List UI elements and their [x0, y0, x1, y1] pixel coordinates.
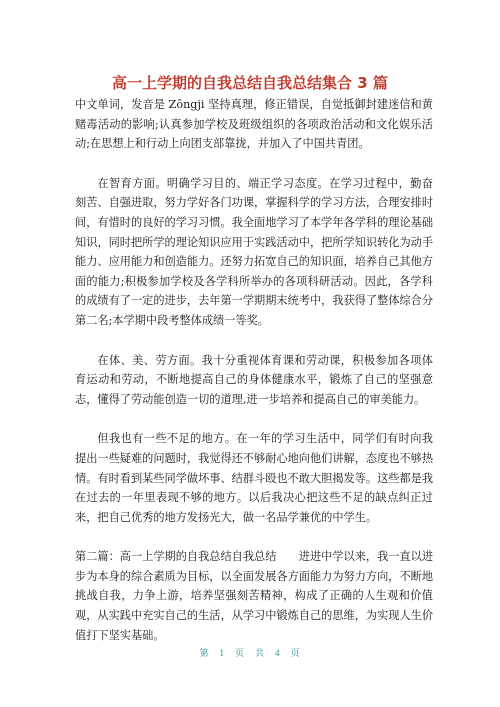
document-title: 高一上学期的自我总结自我总结集合 3 篇: [112, 74, 388, 92]
footer-total-pages: 4: [275, 648, 281, 658]
footer-page-number: 1: [219, 648, 225, 658]
paragraph-2: 在智育方面。明确学习目的、端正学习态度。在学习过程中，勤奋刻苦、自强进取，努力学好各门功课，掌握科学的学习方法，合理安排时间，有惜时的良好的学习习惯。我全面地学习了本学年各学科的理论基础知识，同时把所学的理论知识应用于实践活动中，把所学知识转化为动手能力、应用能力和创造能力。还努力拓宽自己的知识面，培养自己其他方面的能力;积极参加学校及各学科所举办的各项科研活动。因此，各学科的成绩有了一定的进步，去年第一学期期末统考中，我获得了整体综合分第二名;本学期中段考整体成绩一等奖。: [75, 176, 434, 327]
paragraph-3: 在体、美、劳方面。我十分重视体育课和劳动课，积极参加各项体育运动和劳动，不断地提高自己的身体健康水平，锻炼了自己的坚强意志，懂得了劳动能创造一切的道理,进一步培养和提高自己的审美能力。: [75, 353, 433, 406]
paragraph-4: 但我也有一些不足的地方。在一年的学习生活中，同学们有时向我提出一些疑难的问题时，我觉得还不够耐心地向他们讲解，态度也不够热情。有时看到某些同学做坏事、结群斗殴也不敢大胆揭发等。这些都是我在过去的一年里表现不够的地方。以后我决心把这些不足的缺点纠正过来，把自己优秀的地方发扬光大，做一名品学兼优的中学生。: [75, 432, 434, 524]
footer-page-unit: 页: [234, 648, 245, 658]
paragraph-5: 第二篇：高一上学期的自我总结自我总结 进进中学以来，我一直以进步为本身的综合素质为目标，以全面发展各方面能力为努力方向，不断地挑战自我，力争上游，培养坚强刻苦精神，构成了正确的人生观和价值观，从实践中充实自己的生活，从学习中锻炼自己的思维，为实现人生价值打下坚实基础。: [75, 550, 434, 642]
document-body: [75, 95, 433, 645]
footer-total-label: 共: [255, 648, 266, 658]
footer-page-label: 第: [199, 648, 210, 658]
paragraph-1: 中文单词，发音是 Zōngji 坚持真理，修正错误，自觉抵御封建迷信和黄赌毒活动的影响;认真参加学校及班级组织的各项政治活动和文化娱乐活动;在思想上和行动上向团支部靠拢，并加入了中国共青团。: [75, 98, 433, 151]
footer-total-unit: 页: [290, 648, 301, 658]
page-footer: [0, 646, 500, 659]
